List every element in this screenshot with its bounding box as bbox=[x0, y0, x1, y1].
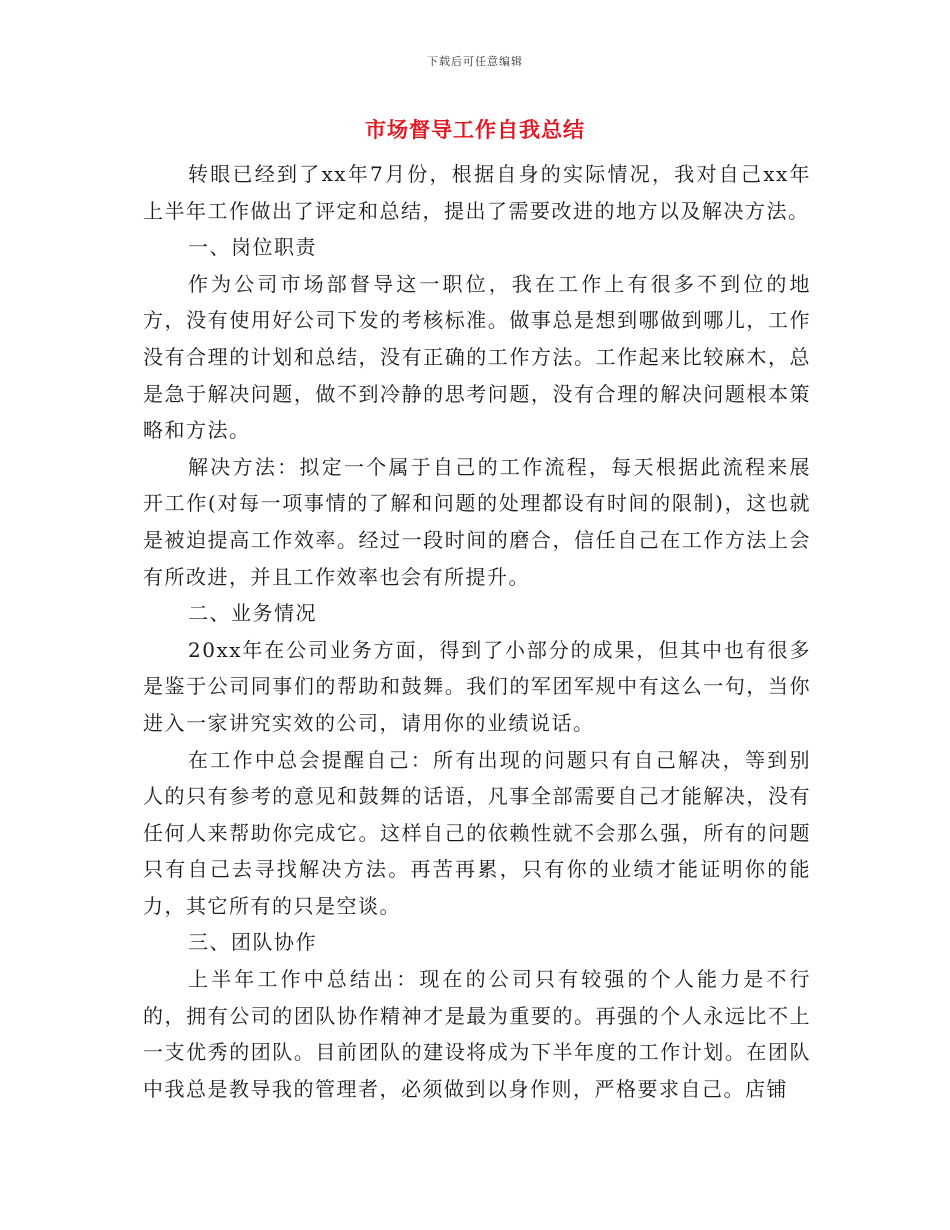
document-body bbox=[143, 156, 811, 1107]
business-paragraph: 20xx年在公司业务方面，得到了小部分的成果，但其中也有很多是鉴于公司同事们的帮助和鼓舞。我们的军团军规中有这么一句，当你进入一家讲究实效的公司，请用你的业绩说话。 bbox=[143, 637, 811, 735]
header-note: 下载后可任意编辑 bbox=[427, 55, 523, 68]
duties-paragraph: 作为公司市场部督导这一职位，我在工作上有很多不到位的地方，没有使用好公司下发的考核标准。做事总是想到哪做到哪儿，工作没有合理的计划和总结，没有正确的工作方法。工作起来比较麻木，总是急于解决问题，做不到冷静的思考问题，没有合理的解决问题根本策略和方法。 bbox=[143, 271, 811, 443]
intro-paragraph: 转眼已经到了xx年7月份，根据自身的实际情况，我对自己xx年上半年工作做出了评定和总结，提出了需要改进的地方以及解决方法。 bbox=[143, 162, 811, 223]
solution-paragraph: 解决方法：拟定一个属于自己的工作流程，每天根据此流程来展开工作(对每一项事情的了解和问题的处理都设有时间的限制)，这也就是被迫提高工作效率。经过一段时间的磨合，信任自己在工作方法上会有所改进，并且工作效率也会有所提升。 bbox=[143, 454, 811, 589]
section-heading-teamwork: 三、团队协作 bbox=[188, 930, 317, 955]
teamwork-paragraph: 上半年工作中总结出：现在的公司只有较强的个人能力是不行的，拥有公司的团队协作精神才是最为重要的。再强的个人永远比不上一支优秀的团队。目前团队的建设将成为下半年度的工作计划。在团队中我总是教导我的管理者，必须做到以身作则，严格要求自己。店铺 bbox=[143, 967, 811, 1101]
section-heading-business: 二、业务情况 bbox=[188, 601, 317, 626]
reminder-paragraph: 在工作中总会提醒自己：所有出现的问题只有自己解决，等到别人的只有参考的意见和鼓舞的话语，凡事全部需要自己才能解决，没有任何人来帮助你完成它。这样自己的依赖性就不会那么强，所有的问题只有自己去寻找解决方法。再苦再累，只有你的业绩才能证明你的能力，其它所有的只是空谈。 bbox=[143, 747, 811, 918]
section-heading-duties: 一、岗位职责 bbox=[188, 235, 317, 260]
document-title: 市场督导工作自我总结 bbox=[365, 117, 585, 142]
